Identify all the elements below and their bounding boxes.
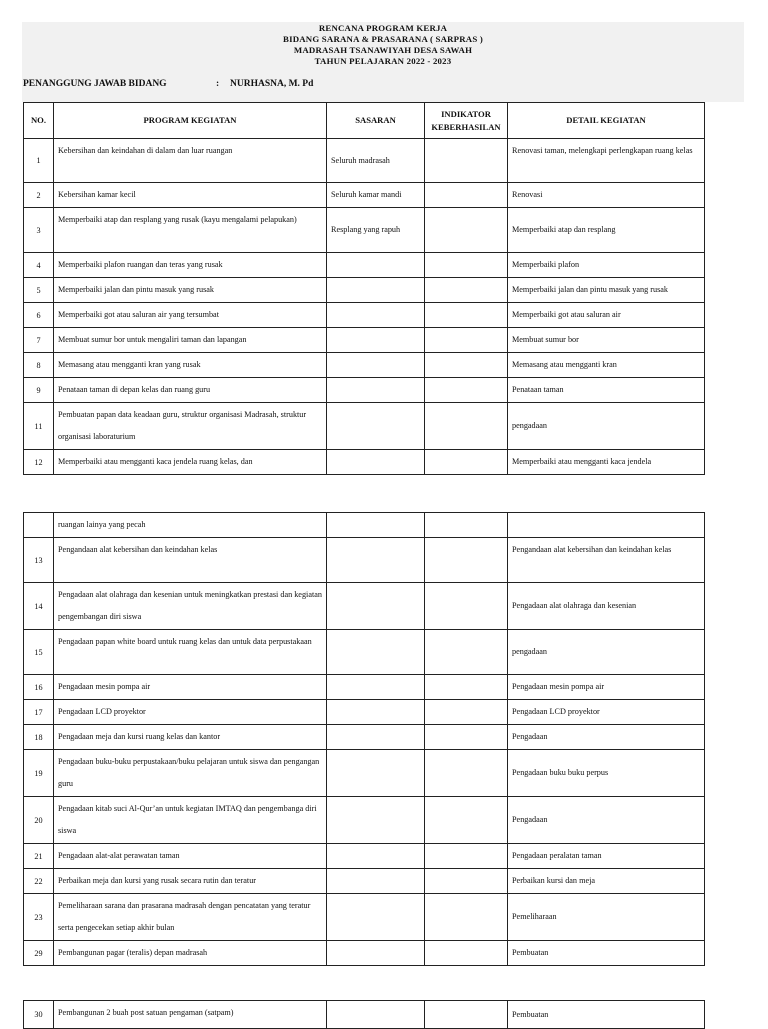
row-sasaran bbox=[327, 844, 425, 869]
row-sasaran bbox=[327, 403, 425, 450]
table-row bbox=[24, 208, 705, 253]
program-table-page-3 bbox=[23, 1000, 705, 1029]
row-no bbox=[24, 513, 54, 538]
header-indikator: INDIKATOR KEBERHASILAN bbox=[425, 103, 508, 139]
row-detail: Memperbaiki got atau saluran air bbox=[508, 303, 705, 328]
row-no: 12 bbox=[24, 450, 54, 475]
row-program: Perbaikan meja dan kursi yang rusak secara rutin dan teratur bbox=[54, 869, 327, 894]
table-row bbox=[24, 253, 705, 278]
table-row bbox=[24, 328, 705, 353]
row-no: 29 bbox=[24, 941, 54, 966]
table-row bbox=[24, 700, 705, 725]
doc-title-line-2: BIDANG SARANA & PRASARANA ( SARPRAS ) bbox=[283, 34, 483, 44]
row-no: 3 bbox=[24, 208, 54, 253]
row-detail: Renovasi bbox=[508, 183, 705, 208]
row-sasaran bbox=[327, 513, 425, 538]
row-sasaran bbox=[327, 538, 425, 583]
pj-separator: : bbox=[216, 79, 220, 89]
row-indikator bbox=[425, 378, 508, 403]
row-detail: Memasang atau mengganti kran bbox=[508, 353, 705, 378]
row-no: 23 bbox=[24, 894, 54, 941]
row-no: 7 bbox=[24, 328, 54, 353]
row-sasaran bbox=[327, 869, 425, 894]
table-row bbox=[24, 538, 705, 583]
row-no: 13 bbox=[24, 538, 54, 583]
row-program: Pengadaan kitab suci Al-Qur’an untuk kegiatan IMTAQ dan pengembanga diri siswa bbox=[54, 797, 327, 844]
header-detail: DETAIL KEGIATAN bbox=[508, 103, 705, 139]
row-detail: Pengadaan LCD proyektor bbox=[508, 700, 705, 725]
row-program: Pengadaan papan white board untuk ruang kelas dan untuk data perpustakaan bbox=[54, 630, 327, 675]
row-no: 6 bbox=[24, 303, 54, 328]
row-indikator bbox=[425, 583, 508, 630]
row-indikator bbox=[425, 328, 508, 353]
table-row bbox=[24, 450, 705, 475]
table-row bbox=[24, 278, 705, 303]
row-sasaran bbox=[327, 1001, 425, 1029]
row-no: 8 bbox=[24, 353, 54, 378]
row-detail: pengadaan bbox=[508, 403, 705, 450]
row-program: Pengadaan meja dan kursi ruang kelas dan kantor bbox=[54, 725, 327, 750]
row-indikator bbox=[425, 353, 508, 378]
row-detail: Pengadaan alat olahraga dan kesenian bbox=[508, 583, 705, 630]
row-detail: Penataan taman bbox=[508, 378, 705, 403]
row-program: Kebersihan dan keindahan di dalam dan luar ruangan bbox=[54, 139, 327, 183]
row-detail: Memperbaiki plafon bbox=[508, 253, 705, 278]
row-indikator bbox=[425, 750, 508, 797]
row-indikator bbox=[425, 700, 508, 725]
row-indikator bbox=[425, 183, 508, 208]
table-row bbox=[24, 1001, 705, 1029]
row-no: 19 bbox=[24, 750, 54, 797]
row-sasaran bbox=[327, 303, 425, 328]
row-sasaran bbox=[327, 675, 425, 700]
row-sasaran bbox=[327, 583, 425, 630]
row-sasaran bbox=[327, 750, 425, 797]
table-row bbox=[24, 630, 705, 675]
row-indikator bbox=[425, 630, 508, 675]
row-detail bbox=[508, 513, 705, 538]
row-indikator bbox=[425, 139, 508, 183]
row-indikator bbox=[425, 725, 508, 750]
row-indikator bbox=[425, 278, 508, 303]
row-program: Pembangunan 2 buah post satuan pengaman (satpam) bbox=[54, 1001, 327, 1029]
row-indikator bbox=[425, 513, 508, 538]
row-detail: Pengadaan buku buku perpus bbox=[508, 750, 705, 797]
row-program: Penataan taman di depan kelas dan ruang guru bbox=[54, 378, 327, 403]
row-sasaran bbox=[327, 630, 425, 675]
row-indikator bbox=[425, 538, 508, 583]
program-table-page-2 bbox=[23, 512, 705, 966]
row-detail: Pengadaan peralatan taman bbox=[508, 844, 705, 869]
row-indikator bbox=[425, 844, 508, 869]
row-program: Memperbaiki got atau saluran air yang tersumbat bbox=[54, 303, 327, 328]
row-program: Memperbaiki atau mengganti kaca jendela ruang kelas, dan bbox=[54, 450, 327, 475]
row-detail: Pengadaan mesin pompa air bbox=[508, 675, 705, 700]
row-indikator bbox=[425, 253, 508, 278]
row-sasaran bbox=[327, 353, 425, 378]
row-program: Pengadaan mesin pompa air bbox=[54, 675, 327, 700]
pj-name: NURHASNA, M. Pd bbox=[230, 79, 314, 89]
row-detail: Pengadaan bbox=[508, 725, 705, 750]
row-sasaran bbox=[327, 328, 425, 353]
row-program: Kebersihan kamar kecil bbox=[54, 183, 327, 208]
row-no: 15 bbox=[24, 630, 54, 675]
row-sasaran: Seluruh kamar mandi bbox=[327, 183, 425, 208]
row-no: 4 bbox=[24, 253, 54, 278]
row-detail: Pembuatan bbox=[508, 1001, 705, 1029]
table-row bbox=[24, 513, 705, 538]
table-row bbox=[24, 583, 705, 630]
row-sasaran bbox=[327, 941, 425, 966]
doc-title-line-3: MADRASAH TSANAWIYAH DESA SAWAH bbox=[293, 45, 473, 55]
row-no: 16 bbox=[24, 675, 54, 700]
row-indikator bbox=[425, 675, 508, 700]
row-sasaran bbox=[327, 797, 425, 844]
doc-title-line-1: RENCANA PROGRAM KERJA bbox=[318, 23, 448, 33]
table-row bbox=[24, 139, 705, 183]
table-header-row bbox=[24, 103, 705, 139]
row-no: 21 bbox=[24, 844, 54, 869]
row-indikator bbox=[425, 208, 508, 253]
row-sasaran: Seluruh madrasah bbox=[327, 139, 425, 183]
row-no: 5 bbox=[24, 278, 54, 303]
row-sasaran bbox=[327, 894, 425, 941]
table-row bbox=[24, 894, 705, 941]
row-indikator bbox=[425, 403, 508, 450]
table-row bbox=[24, 378, 705, 403]
row-sasaran: Resplang yang rapuh bbox=[327, 208, 425, 253]
table-row bbox=[24, 869, 705, 894]
row-no: 30 bbox=[24, 1001, 54, 1029]
table-row bbox=[24, 675, 705, 700]
program-table-page-1 bbox=[23, 102, 705, 475]
row-sasaran bbox=[327, 725, 425, 750]
row-no: 18 bbox=[24, 725, 54, 750]
row-no: 1 bbox=[24, 139, 54, 183]
row-sasaran bbox=[327, 700, 425, 725]
row-indikator bbox=[425, 797, 508, 844]
row-detail: Memperbaiki jalan dan pintu masuk yang rusak bbox=[508, 278, 705, 303]
row-detail: Memperbaiki atau mengganti kaca jendela bbox=[508, 450, 705, 475]
row-sasaran bbox=[327, 378, 425, 403]
header-sasaran: SASARAN bbox=[327, 103, 425, 139]
row-indikator bbox=[425, 1001, 508, 1029]
row-detail: Memperbaiki atap dan resplang bbox=[508, 208, 705, 253]
row-program: Memasang atau mengganti kran yang rusak bbox=[54, 353, 327, 378]
row-program: Pengadaan alat-alat perawatan taman bbox=[54, 844, 327, 869]
row-no: 20 bbox=[24, 797, 54, 844]
header-program: PROGRAM KEGIATAN bbox=[54, 103, 327, 139]
table-row bbox=[24, 183, 705, 208]
table-row bbox=[24, 844, 705, 869]
table-row bbox=[24, 797, 705, 844]
row-sasaran bbox=[327, 278, 425, 303]
row-indikator bbox=[425, 450, 508, 475]
table-row bbox=[24, 353, 705, 378]
row-detail: Pembuatan bbox=[508, 941, 705, 966]
row-detail: Membuat sumur bor bbox=[508, 328, 705, 353]
row-sasaran bbox=[327, 450, 425, 475]
row-indikator bbox=[425, 941, 508, 966]
table-row bbox=[24, 403, 705, 450]
row-program: Pembangunan pagar (teralis) depan madrasah bbox=[54, 941, 327, 966]
doc-title-line-4: TAHUN PELAJARAN 2022 - 2023 bbox=[314, 56, 452, 66]
row-program: Memperbaiki jalan dan pintu masuk yang rusak bbox=[54, 278, 327, 303]
row-program: Pengandaan alat kebersihan dan keindahan kelas bbox=[54, 538, 327, 583]
row-detail: Pengandaan alat kebersihan dan keindahan kelas bbox=[508, 538, 705, 583]
row-no: 11 bbox=[24, 403, 54, 450]
row-indikator bbox=[425, 869, 508, 894]
row-no: 9 bbox=[24, 378, 54, 403]
row-sasaran bbox=[327, 253, 425, 278]
row-program: Pengadaan alat olahraga dan kesenian untuk meningkatkan prestasi dan kegiatan pengembangan diri siswa bbox=[54, 583, 327, 630]
row-program: Memperbaiki plafon ruangan dan teras yang rusak bbox=[54, 253, 327, 278]
row-program: Memperbaiki atap dan resplang yang rusak (kayu mengalami pelapukan) bbox=[54, 208, 327, 253]
row-indikator bbox=[425, 894, 508, 941]
row-no: 2 bbox=[24, 183, 54, 208]
row-detail: pengadaan bbox=[508, 630, 705, 675]
table-row bbox=[24, 750, 705, 797]
row-detail: Perbaikan kursi dan meja bbox=[508, 869, 705, 894]
row-detail: Pengadaan bbox=[508, 797, 705, 844]
row-no: 22 bbox=[24, 869, 54, 894]
row-program: Pengadaan LCD proyektor bbox=[54, 700, 327, 725]
row-indikator bbox=[425, 303, 508, 328]
row-program: Pembuatan papan data keadaan guru, struktur organisasi Madrasah, struktur organisasi laboraturium bbox=[54, 403, 327, 450]
table-row bbox=[24, 941, 705, 966]
row-detail: Renovasi taman, melengkapi perlengkapan ruang kelas bbox=[508, 139, 705, 183]
pj-label: PENANGGUNG JAWAB BIDANG bbox=[23, 79, 167, 89]
row-detail: Pemeliharaan bbox=[508, 894, 705, 941]
row-no: 14 bbox=[24, 583, 54, 630]
row-program: ruangan lainya yang pecah bbox=[54, 513, 327, 538]
table-row bbox=[24, 725, 705, 750]
row-program: Pemeliharaan sarana dan prasarana madrasah dengan pencatatan yang teratur serta pengecekan setiap akhir bulan bbox=[54, 894, 327, 941]
row-program: Pengadaan buku-buku perpustakaan/buku pelajaran untuk siswa dan pengangan guru bbox=[54, 750, 327, 797]
row-program: Membuat sumur bor untuk mengaliri taman dan lapangan bbox=[54, 328, 327, 353]
row-no: 17 bbox=[24, 700, 54, 725]
table-row bbox=[24, 303, 705, 328]
header-no: NO. bbox=[24, 103, 54, 139]
